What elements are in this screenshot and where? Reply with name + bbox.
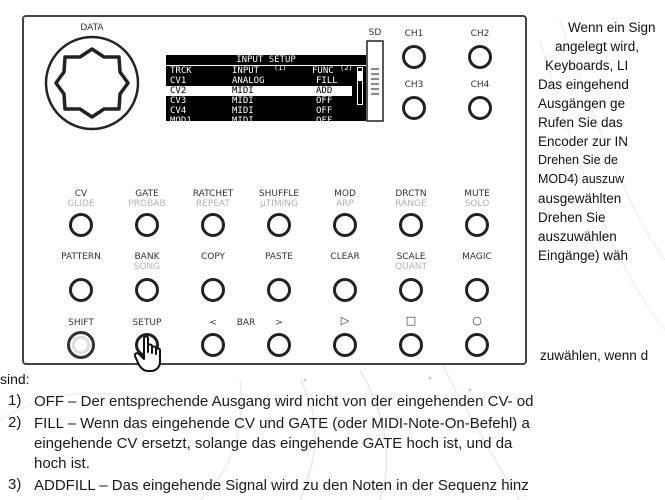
label-primary: DRCTN (395, 189, 427, 199)
row1-button-label (67, 189, 94, 209)
side-text-line-7: Encoder zur IN (538, 134, 629, 149)
list-item-2-line-3: hoch ist. (34, 455, 90, 472)
row2-button-label (134, 252, 161, 272)
list-number-1: 1) (8, 392, 22, 409)
stop-button[interactable] (399, 333, 423, 357)
screen-cell-func: FILL (316, 76, 338, 86)
label-secondary: SOLO (464, 199, 490, 209)
side-text-line-14: zuwählen, wenn d (540, 348, 649, 363)
label-secondary: QUANT (394, 262, 428, 272)
ch1-label: CH1 (404, 29, 424, 39)
row2-function-button[interactable] (69, 278, 93, 302)
screen-row (166, 116, 352, 126)
row2-function-button[interactable] (267, 278, 291, 302)
pointing-hand-icon (134, 335, 170, 373)
sequencer-panel-illustration (22, 15, 527, 365)
screen-header-row (166, 66, 366, 76)
label-primary: PATTERN (61, 252, 101, 262)
screen-cell-track: CV3 (170, 96, 187, 106)
sd-card-slot-icon (366, 40, 384, 122)
row1-button-label (193, 189, 234, 209)
header-track: TRCK (170, 66, 192, 76)
side-text-line-13: Eingänge) wäh (538, 248, 629, 263)
screen-cell-input: MIDI (232, 106, 254, 116)
screen-cell-input: MIDI (232, 96, 254, 106)
screen-cell-track: MOD1 (170, 116, 192, 126)
stop-icon: □ (405, 314, 417, 327)
screen-row (166, 76, 352, 86)
row2-button-label (265, 252, 293, 262)
screen-row (166, 106, 352, 116)
list-item-2-line-2: eingehende CV ersetzt, solange das eingehende GATE hoch ist, und da (34, 435, 513, 452)
screen-rows (166, 76, 366, 126)
side-text-line-10: ausgewählten (538, 191, 622, 206)
setup-label: SETUP (132, 318, 162, 328)
label-secondary: PROBAB (128, 199, 166, 209)
shift-label: SHIFT (68, 318, 94, 328)
label-primary: CLEAR (330, 252, 360, 262)
ch3-label: CH3 (404, 80, 424, 90)
label-secondary: SONG (133, 262, 161, 272)
ch2-button[interactable] (468, 45, 492, 69)
bar-right-label: > (275, 318, 283, 328)
label-primary: COPY (200, 252, 226, 262)
header-input: INPUT (232, 66, 260, 76)
data-encoder-knob[interactable] (44, 35, 140, 131)
label-primary: PASTE (265, 252, 293, 262)
ch3-button[interactable] (402, 96, 426, 120)
row1-button-label (128, 189, 165, 209)
screen-cell-track: CV2 (170, 86, 187, 96)
row2-button-label (395, 252, 427, 272)
record-button[interactable] (465, 333, 489, 357)
row2-function-button[interactable] (135, 278, 159, 302)
screen-cell-func: OFF (316, 96, 333, 106)
ch1-button[interactable] (402, 45, 426, 69)
play-icon: ▷ (340, 314, 350, 327)
ch2-label: CH2 (470, 29, 490, 39)
row1-button-label (259, 189, 299, 209)
screen-cell-track: CV4 (170, 106, 187, 116)
ch4-label: CH4 (470, 80, 490, 90)
side-text-line-8: Drehen Sie de (538, 153, 618, 167)
screen-title: INPUT SETUP (166, 55, 366, 66)
lcd-screen (166, 55, 366, 126)
list-item-3-line-1: ADDFILL – Das eingehende Signal wird zu den Noten in der Sequenz hinz (34, 477, 529, 494)
side-text-line-2: angelegt wird, (555, 39, 640, 54)
label-secondary: µTIMING (259, 199, 298, 209)
row2-function-button[interactable] (465, 278, 489, 302)
row2-button-label (201, 252, 225, 262)
list-number-2: 2) (8, 414, 22, 431)
label-primary: SHUFFLE (258, 189, 300, 199)
row1-button-label (395, 189, 426, 209)
screen-cell-func: ADD (316, 86, 333, 96)
row2-function-button[interactable] (399, 278, 423, 302)
row1-function-button[interactable] (135, 213, 159, 237)
shift-button[interactable] (67, 331, 95, 359)
label-primary: RATCHET (192, 189, 234, 199)
row1-function-button[interactable] (399, 213, 423, 237)
screen-scroll-thumb (358, 71, 362, 81)
side-text-line-6: Rufen Sie das (538, 115, 623, 130)
row1-button-label (334, 189, 356, 209)
header-func: FUNC (312, 66, 334, 76)
row1-function-button[interactable] (465, 213, 489, 237)
row1-button-label (464, 189, 490, 209)
label-secondary: GLIDE (67, 199, 95, 209)
screen-row (166, 86, 352, 96)
bar-left-label: < (209, 318, 217, 328)
label-secondary: RANGE (395, 199, 427, 209)
row1-function-button[interactable] (267, 213, 291, 237)
row2-button-label (462, 252, 492, 262)
side-text-line-1: Wenn ein Sign (568, 20, 656, 35)
label-primary: BANK (134, 252, 160, 262)
screen-cell-input: ANALOG (232, 76, 265, 86)
row2-function-button[interactable] (333, 278, 357, 302)
sind-text: sind: (0, 371, 30, 387)
bar-label: BAR (236, 318, 256, 328)
bar-next-button[interactable] (267, 333, 291, 357)
side-text-line-5: Ausgängen ge (538, 96, 626, 111)
label-secondary: REPEAT (195, 199, 230, 209)
screen-cell-func: OFF (316, 106, 333, 116)
row1-function-button[interactable] (69, 213, 93, 237)
list-item-2-line-1: FILL – Wenn das eingehende CV und GATE (oder MIDI-Note-On-Befehl) a (34, 415, 530, 432)
ch4-button[interactable] (468, 96, 492, 120)
label-primary: MOD (334, 189, 356, 199)
side-text-line-3: Keyboards, LI (545, 58, 629, 73)
record-icon: ○ (472, 314, 482, 327)
label-primary: SCALE (396, 252, 426, 262)
row2-button-label (330, 252, 359, 262)
screen-cell-track: CV1 (170, 76, 187, 86)
label-primary: CV (74, 189, 88, 199)
row1-function-button[interactable] (333, 213, 357, 237)
side-text-line-12: auszuwählen (538, 229, 617, 244)
side-text-line-4: Das eingehend (538, 77, 629, 92)
row2-button-label (61, 252, 101, 262)
screen-cell-input: MIDI (232, 86, 254, 96)
screen-row (166, 96, 352, 106)
row1-function-button[interactable] (201, 213, 225, 237)
bar-previous-button[interactable] (201, 333, 225, 357)
list-number-3: 3) (8, 476, 22, 493)
screen-scrollbar (357, 67, 363, 105)
label-secondary: ARP (336, 199, 354, 209)
sd-label: SD (368, 28, 382, 38)
data-label: DATA (80, 23, 104, 33)
label-primary: GATE (135, 189, 159, 199)
screen-cell-func: OFF (316, 116, 333, 126)
label-primary: MAGIC (462, 252, 492, 262)
row2-function-button[interactable] (201, 278, 225, 302)
list-item-1-line-1: OFF – Der entsprechende Ausgang wird nicht von der eingehenden CV- od (34, 393, 534, 410)
header-func-footnote: (2) (340, 64, 353, 72)
label-primary: MUTE (464, 189, 490, 199)
screen-cell-input: MIDI (232, 116, 254, 126)
side-text-line-11: Drehen Sie (538, 210, 606, 225)
play-button[interactable] (333, 333, 357, 357)
header-input-footnote: (1) (274, 64, 287, 72)
side-text-line-9: MOD4) auszuw (538, 172, 625, 186)
